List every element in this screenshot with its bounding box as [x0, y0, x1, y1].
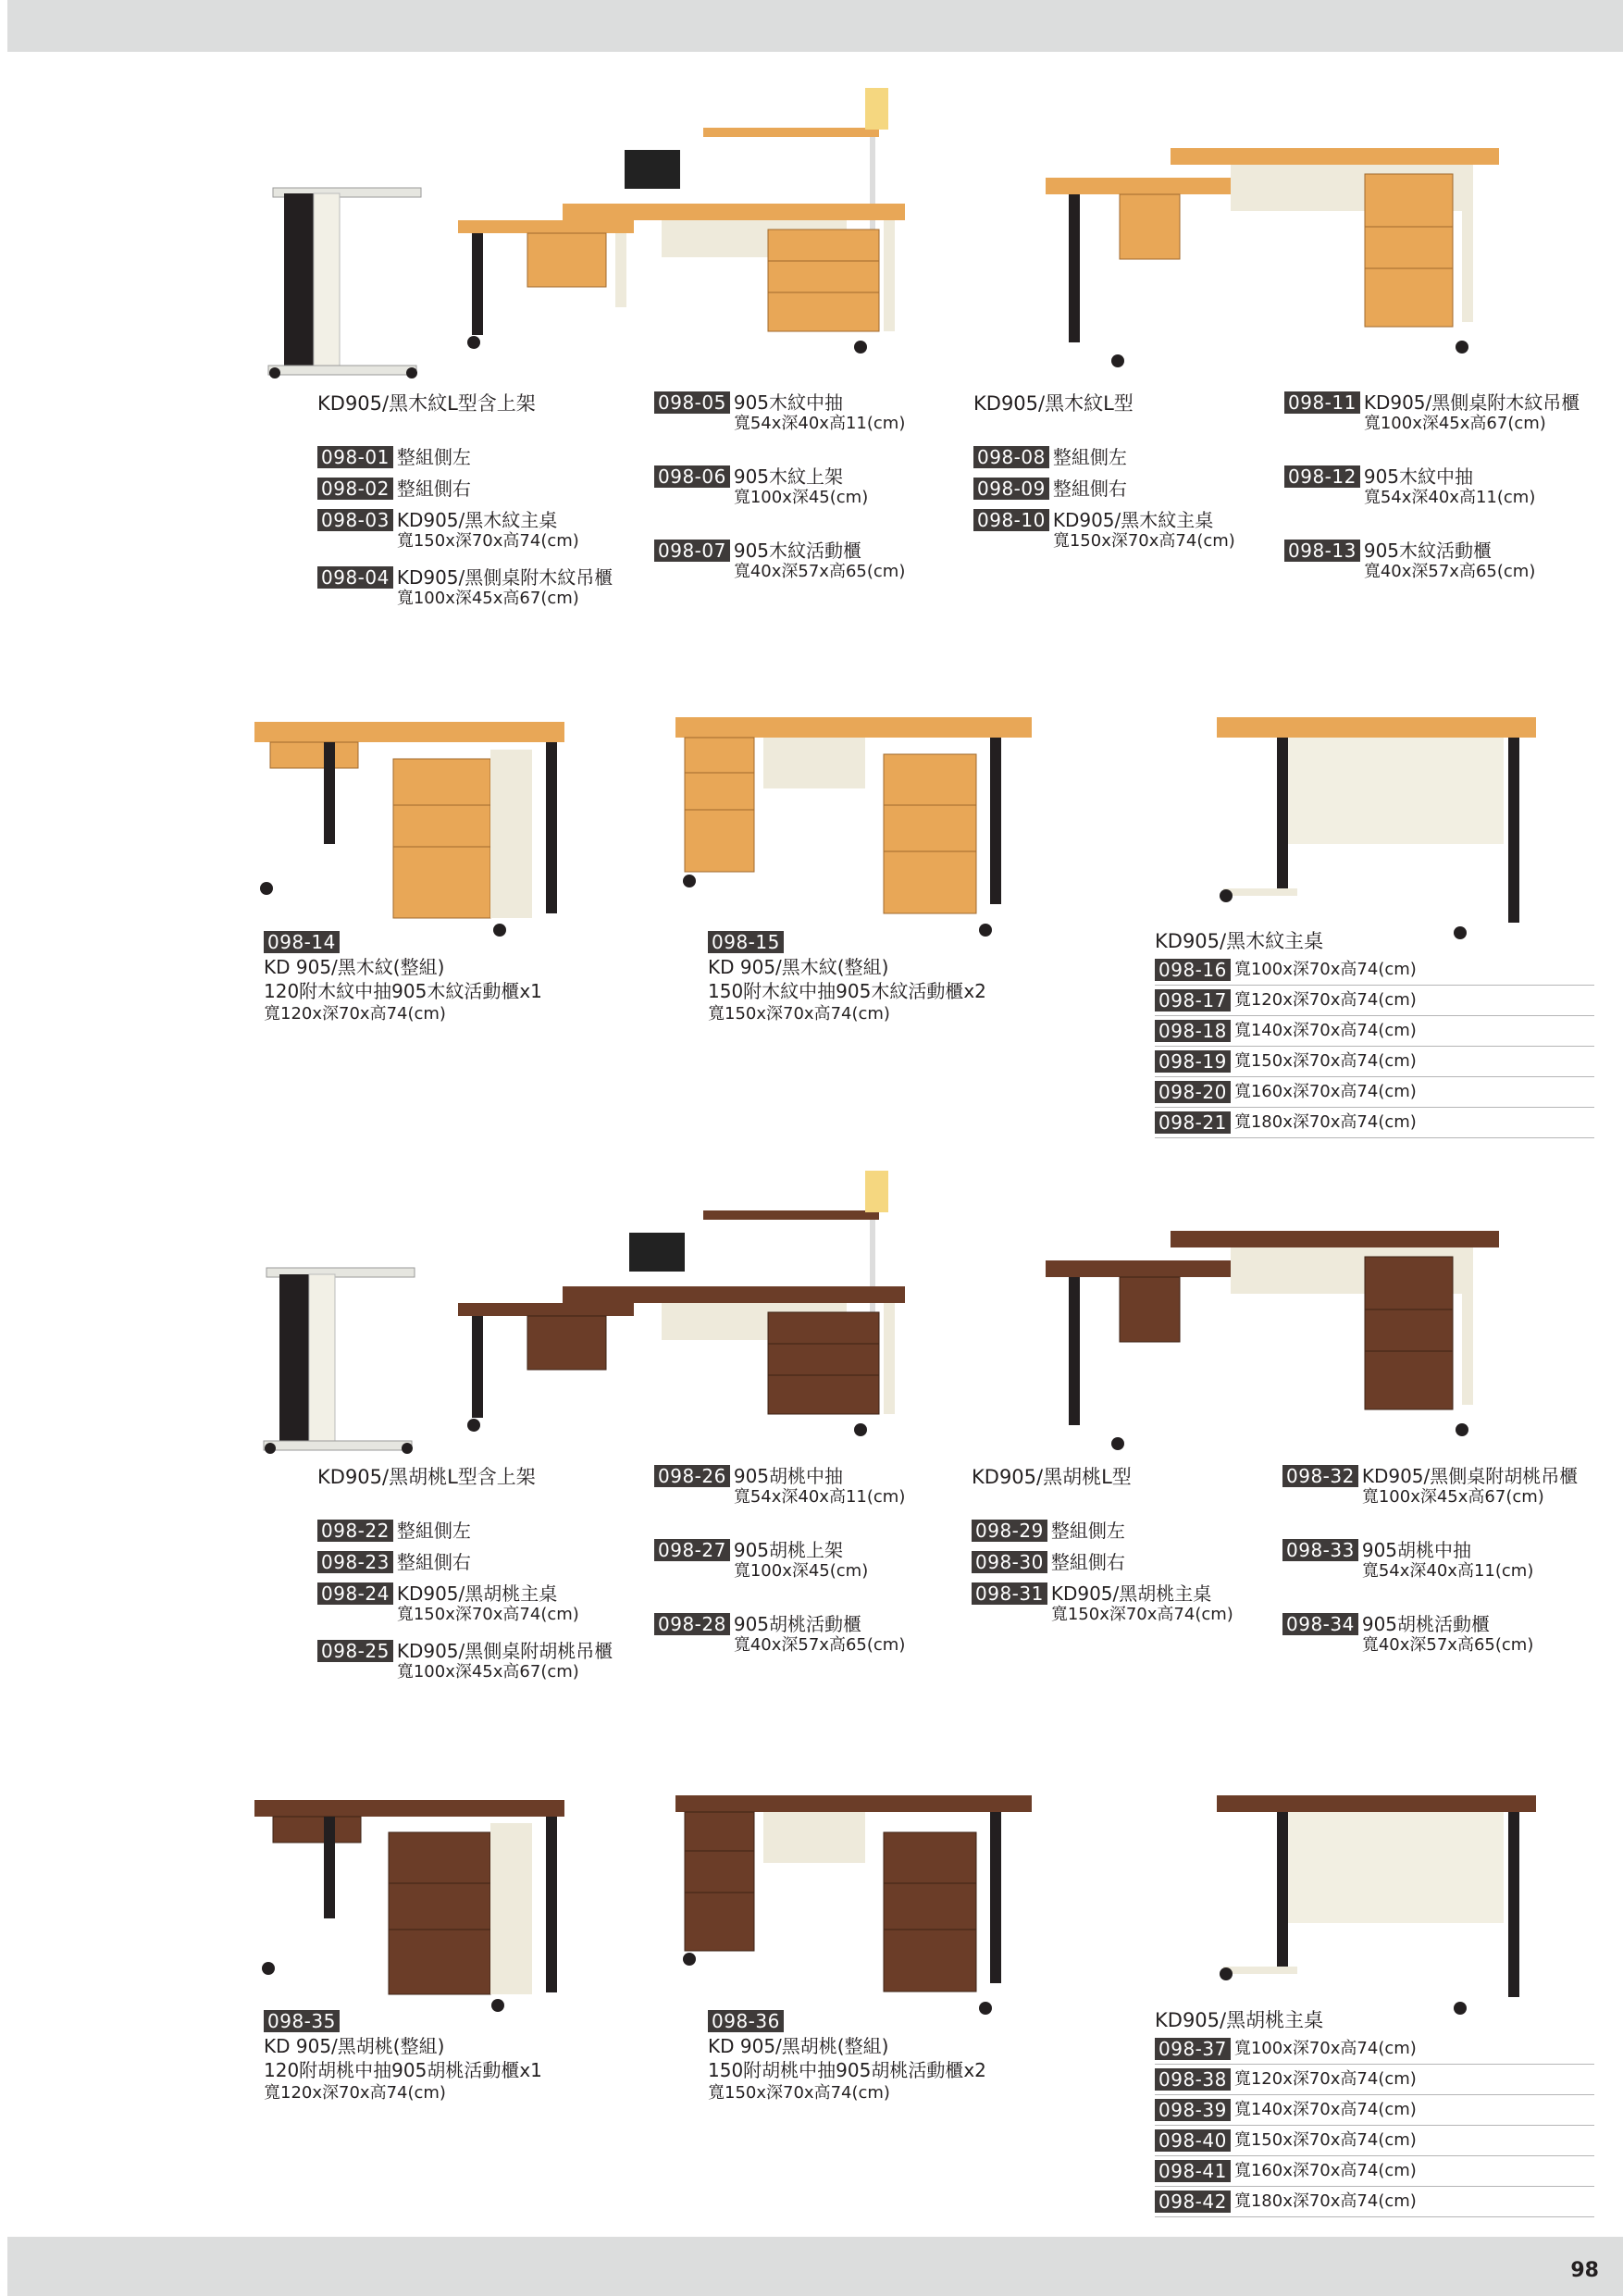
- list-item: 098-07 905木紋活動櫃 寬40x深57x高65(cm): [654, 540, 905, 582]
- s2-size-list: [1155, 955, 1594, 1138]
- list-item: 098-29 整組側左: [972, 1520, 1233, 1542]
- page-number: 98: [1570, 2259, 1599, 2282]
- list-item: 098-39 寬140x深70x高74(cm): [1155, 2095, 1594, 2126]
- s1-title-a: KD905/黑木紋L型含上架: [317, 392, 536, 415]
- list-item: 098-09 整組側右: [973, 478, 1235, 500]
- list-item: 098-05 905木紋中抽 寬54x深40x高11(cm): [654, 391, 905, 434]
- l-desk-with-shelf-image: [453, 83, 907, 370]
- list-item: 098-37 寬100x深70x高74(cm): [1155, 2034, 1594, 2065]
- list-item: 098-40 寬150x深70x高74(cm): [1155, 2126, 1594, 2156]
- list-item: 098-28 905胡桃活動櫃 寬40x深57x高65(cm): [654, 1613, 905, 1656]
- list-item: 098-27 905胡桃上架 寬100x深45(cm): [654, 1539, 905, 1582]
- list-item: 098-08 整組側左: [973, 446, 1235, 468]
- s2-set2-label: 098-15 KD 905/黑木紋(整組) 150附木紋中抽905木紋活動櫃x2 寬150x深70x高74(cm): [708, 931, 986, 1024]
- list-item: 098-20 寬160x深70x高74(cm): [1155, 1077, 1594, 1108]
- list-item: 098-33 905胡桃中抽 寬54x深40x高11(cm): [1282, 1539, 1578, 1582]
- s3-list-b: [654, 1465, 905, 1656]
- s4-size-list: [1155, 2034, 1594, 2217]
- list-item: 098-11 KD905/黑側桌附木紋吊櫃 寬100x深45x高67(cm): [1284, 391, 1580, 434]
- list-item: 098-38 寬120x深70x高74(cm): [1155, 2065, 1594, 2095]
- top-bar: [7, 0, 1623, 52]
- s4-set2-label: 098-36 KD 905/黑胡桃(整組) 150附胡桃中抽905胡桃活動櫃x2 寬150x深70x高74(cm): [708, 2010, 986, 2103]
- list-item: 098-19 寬150x深70x高74(cm): [1155, 1047, 1594, 1077]
- walnut-main-desk-image: [1212, 1791, 1541, 2027]
- walnut-desk-set-150-image: [671, 1791, 1036, 2022]
- list-item: 098-13 905木紋活動櫃 寬40x深57x高65(cm): [1284, 540, 1580, 582]
- walnut-l-desk-with-shelf-image: [453, 1166, 907, 1453]
- s4-set1-label: 098-35 KD 905/黑胡桃(整組) 120附胡桃中抽905胡桃活動櫃x1 寬120x深70x高74(cm): [264, 2010, 542, 2103]
- s3-list-a: [317, 1520, 613, 1682]
- s3-title-c: KD905/黑胡桃L型: [972, 1466, 1132, 1488]
- s2-main-title: KD905/黑木紋主桌: [1155, 930, 1324, 952]
- list-item: 098-22 整組側左: [317, 1520, 613, 1542]
- s3-list-c: [972, 1520, 1233, 1625]
- list-item: 098-42 寬180x深70x高74(cm): [1155, 2187, 1594, 2217]
- list-item: 098-25 KD905/黑側桌附胡桃吊櫃 寬100x深45x高67(cm): [317, 1640, 613, 1682]
- list-item: 098-16 寬100x深70x高74(cm): [1155, 955, 1594, 986]
- list-item: 098-12 905木紋中抽 寬54x深40x高11(cm): [1284, 465, 1580, 508]
- list-item: 098-18 寬140x深70x高74(cm): [1155, 1016, 1594, 1047]
- leg-profile-image-2: [259, 1263, 426, 1462]
- s2-set1-label: 098-14 KD 905/黑木紋(整組) 120附木紋中抽905木紋活動櫃x1 寬120x深70x高74(cm): [264, 931, 542, 1024]
- s3-list-d: [1282, 1465, 1578, 1656]
- main-desk-image: [1212, 713, 1541, 949]
- list-item: 098-26 905胡桃中抽 寬54x深40x高11(cm): [654, 1465, 905, 1508]
- list-item: 098-02 整組側右: [317, 478, 613, 500]
- bottom-bar: [7, 2237, 1623, 2296]
- list-item: 098-34 905胡桃活動櫃 寬40x深57x高65(cm): [1282, 1613, 1578, 1656]
- s1-list-a: [317, 446, 613, 609]
- s1-list-d: [1284, 391, 1580, 582]
- list-item: 098-17 寬120x深70x高74(cm): [1155, 986, 1594, 1016]
- list-item: 098-41 寬160x深70x高74(cm): [1155, 2156, 1594, 2187]
- list-item: 098-01 整組側左: [317, 446, 613, 468]
- list-item: 098-32 KD905/黑側桌附胡桃吊櫃 寬100x深45x高67(cm): [1282, 1465, 1578, 1508]
- s3-title-a: KD905/黑胡桃L型含上架: [317, 1466, 536, 1488]
- s4-main-title: KD905/黑胡桃主桌: [1155, 2009, 1324, 2031]
- list-item: 098-06 905木紋上架 寬100x深45(cm): [654, 465, 905, 508]
- list-item: 098-03 KD905/黑木紋主桌 寬150x深70x高74(cm): [317, 509, 613, 552]
- list-item: 098-30 整組側右: [972, 1551, 1233, 1573]
- l-desk-image: [1046, 139, 1508, 370]
- s1-list-b: [654, 391, 905, 582]
- list-item: 098-10 KD905/黑木紋主桌 寬150x深70x高74(cm): [973, 509, 1235, 552]
- list-item: 098-24 KD905/黑胡桃主桌 寬150x深70x高74(cm): [317, 1582, 613, 1625]
- walnut-desk-set-120-image: [250, 1791, 569, 2022]
- list-item: 098-04 KD905/黑側桌附木紋吊櫃 寬100x深45x高67(cm): [317, 566, 613, 609]
- leg-profile-image: [264, 180, 430, 384]
- list-item: 098-21 寬180x深70x高74(cm): [1155, 1108, 1594, 1138]
- walnut-l-desk-image: [1046, 1222, 1508, 1453]
- desk-set-120-image: [250, 713, 569, 944]
- s1-title-c: KD905/黑木紋L型: [973, 392, 1134, 415]
- list-item: 098-23 整組側右: [317, 1551, 613, 1573]
- desk-set-150-image: [671, 713, 1036, 944]
- s1-list-c: [973, 446, 1235, 552]
- list-item: 098-31 KD905/黑胡桃主桌 寬150x深70x高74(cm): [972, 1582, 1233, 1625]
